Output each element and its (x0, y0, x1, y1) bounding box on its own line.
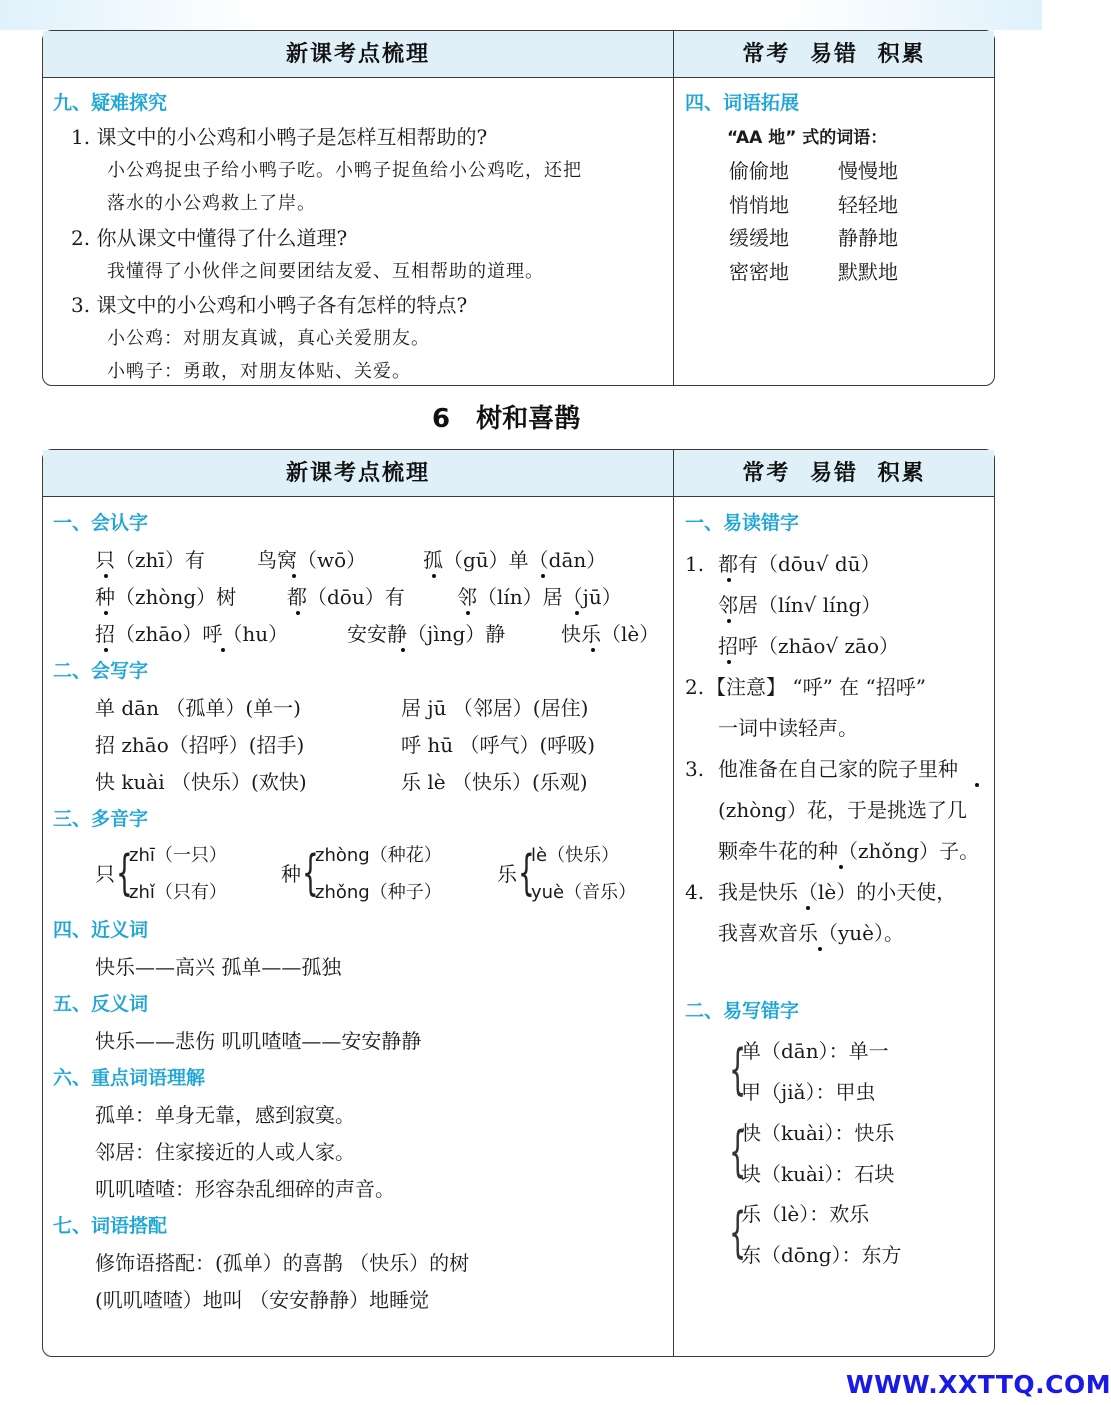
emphasis-dot (104, 611, 108, 615)
recognize-item: 都（dōu）有 (287, 585, 405, 609)
review-box-1 (42, 30, 995, 386)
box2-header (43, 450, 994, 497)
recognize-item: 快乐（lè） (561, 622, 660, 646)
emphasis-dot (839, 865, 843, 869)
sec9-a3-line1: 小公鸡：对朋友真诚，真心关爱朋友。 (107, 328, 430, 349)
write-item: 乐 lè （快乐）(乐观) (401, 770, 588, 794)
write-item: 招 zhāo（招呼）(招手) (95, 733, 305, 757)
synonym-line: 快乐——高兴 孤单——孤独 (95, 955, 342, 979)
s6-title: 六、重点词语理解 (53, 1067, 206, 1089)
brace-icon: { (518, 845, 535, 901)
sentence-line: 我是快乐（lè）的小天使， (718, 880, 957, 904)
s7-title: 七、词语搭配 (53, 1215, 168, 1237)
write-item: 呼 hū （呼气）(呼吸) (401, 733, 596, 757)
miswrite-item: 东（dōng）：东方 (741, 1243, 902, 1267)
brace-icon: { (116, 845, 133, 901)
collocation-line: (叽叽喳喳）地叫 （安安静静）地睡觉 (95, 1288, 430, 1312)
recognize-item: 孤（gū）单（dān） (423, 548, 607, 572)
miswrite-item: 快（kuài）：快乐 (741, 1121, 895, 1145)
recognize-item: 种（zhòng）树 (95, 585, 237, 609)
word-item: 默默地 (838, 260, 898, 284)
item-number: 3. (685, 757, 705, 781)
box1-header-right: 常考 易错 积累 (742, 42, 926, 67)
lesson-title (432, 398, 692, 435)
word-item: 密密地 (729, 260, 789, 284)
note-line: 一词中读轻声。 (718, 716, 858, 740)
recognize-item: 鸟窝（wō） (257, 548, 367, 572)
sentence-line: (zhòng）花，于是挑选了几 (718, 798, 967, 822)
word-meaning: 叽叽喳喳：形容杂乱细碎的声音。 (95, 1177, 395, 1201)
review-box-2 (42, 449, 995, 1357)
misread-item: 招呼（zhāo√ zāo） (718, 634, 899, 658)
item-number: 4. (685, 880, 705, 904)
box2-header-left: 新课考点梳理 (285, 461, 430, 486)
write-item: 快 kuài （快乐）(欢快) (95, 770, 307, 794)
write-item: 单 dān （孤单）(单一) (95, 696, 301, 720)
poly-reading: zhòng（种花） (315, 845, 442, 866)
collocation-line: 修饰语搭配：(孤单）的喜鹊 （快乐）的树 (95, 1251, 470, 1275)
s5-title: 五、反义词 (53, 993, 149, 1015)
word-item: 悄悄地 (729, 193, 789, 217)
emphasis-dot (575, 611, 579, 615)
emphasis-dot (432, 574, 436, 578)
brace-icon: { (729, 1201, 747, 1264)
sec9-q1: 1. 课文中的小公鸡和小鸭子是怎样互相帮助的? (71, 125, 488, 149)
emphasis-dot (806, 906, 810, 910)
word-item: 轻轻地 (838, 193, 898, 217)
misread-item: 邻居（lín√ líng） (718, 593, 882, 617)
sec9-a1-line1: 小公鸡捉虫子给小鸭子吃。小鸭子捉鱼给小公鸡吃，还把 (107, 160, 582, 181)
poly-reading: zhǒng（种子） (315, 882, 442, 903)
misread-item: 都有（dōu√ dū） (718, 552, 881, 576)
poly-reading: zhǐ（只有） (129, 882, 227, 903)
poly-reading: yuè（音乐） (531, 882, 637, 903)
emphasis-dot (292, 574, 296, 578)
recognize-item: 安安静（jìng）静 (347, 622, 506, 646)
emphasis-dot (466, 611, 470, 615)
poly-reading: zhī（一只） (129, 845, 227, 866)
brace-icon: { (302, 845, 319, 901)
sec9-a3-line2: 小鸭子：勇敢，对朋友体贴、关爱。 (107, 361, 411, 382)
s3-title: 三、多音字 (53, 808, 149, 830)
words-section-title: 四、词语拓展 (685, 92, 800, 114)
lesson-number: 6 (432, 404, 451, 434)
miswrite-item: 甲（jiǎ）：甲虫 (741, 1080, 876, 1104)
poly-char: 乐 (497, 862, 517, 886)
miswrite-item: 乐（lè）：欢乐 (741, 1202, 870, 1226)
emphasis-dot (401, 648, 405, 652)
sentence-line: 我喜欢音乐（yuè）。 (718, 921, 905, 945)
poly-reading: lè（快乐） (531, 845, 620, 866)
sec9-a2: 我懂得了小伙伴之间要团结友爱、互相帮助的道理。 (107, 261, 544, 282)
word-meaning: 邻居：住家接近的人或人家。 (95, 1140, 355, 1164)
miswrite-item: 单（dān）：单一 (741, 1039, 889, 1063)
word-item: 偷偷地 (729, 159, 789, 183)
brace-icon: { (729, 1120, 747, 1183)
item-number: 1. (685, 552, 705, 576)
poly-char: 只 (95, 862, 115, 886)
top-band (0, 0, 1042, 30)
sec9-title: 九、疑难探究 (53, 92, 168, 114)
poly-char: 种 (281, 862, 301, 886)
write-item: 居 jū （邻居）(居住) (401, 696, 589, 720)
note-line: 【注意】 “呼” 在 “招呼” (706, 675, 926, 699)
sec9-q2: 2. 你从课文中懂得了什么道理? (71, 226, 348, 250)
sec9-q3: 3. 课文中的小公鸡和小鸭子各有怎样的特点? (71, 293, 468, 317)
brace-icon: { (729, 1038, 747, 1101)
box1-header (43, 31, 994, 78)
box2-header-right: 常考 易错 积累 (742, 461, 926, 486)
word-item: 慢慢地 (838, 159, 898, 183)
emphasis-dot (818, 947, 822, 951)
emphasis-dot (296, 611, 300, 615)
easy-misread-title: 一、易读错字 (685, 512, 800, 534)
emphasis-dot (727, 619, 731, 623)
emphasis-dot (221, 648, 225, 652)
sentence-line: 颗牵牛花的种（zhǒng）子。 (718, 839, 980, 863)
recognize-item: 邻（lín）居（jū） (457, 585, 622, 609)
recognize-item: 招（zhāo）呼（hu） (95, 622, 289, 646)
item-number: 2. (685, 675, 705, 699)
s2-title: 二、会写字 (53, 660, 149, 682)
box1-header-left: 新课考点梳理 (285, 42, 430, 67)
recognize-item: 只（zhī）有 (95, 548, 205, 572)
box1-divider (673, 31, 674, 385)
sec9-a1-line2: 落水的小公鸡救上了岸。 (107, 193, 316, 214)
emphasis-dot (104, 648, 108, 652)
sentence-line: 他准备在自己家的院子里种 (718, 757, 958, 781)
box2-divider (673, 450, 674, 1356)
word-meaning: 孤单：单身无靠，感到寂寞。 (95, 1103, 355, 1127)
emphasis-dot (727, 660, 731, 664)
antonym-line: 快乐——悲伤 叽叽喳喳——安安静静 (95, 1029, 422, 1053)
watermark: WWW.XXTTQ.COM (846, 1370, 1111, 1399)
emphasis-dot (591, 648, 595, 652)
miswrite-item: 块（kuài）：石块 (741, 1162, 895, 1186)
s1-title: 一、会认字 (53, 512, 149, 534)
emphasis-dot (975, 783, 979, 787)
emphasis-dot (727, 578, 731, 582)
emphasis-dot (541, 574, 545, 578)
word-item: 静静地 (838, 226, 898, 250)
word-item: 缓缓地 (729, 226, 789, 250)
lesson-name: 树和喜鹊 (476, 404, 581, 434)
easy-miswrite-title: 二、易写错字 (685, 1000, 800, 1022)
words-subtitle: “AA 地” 式的词语： (727, 128, 888, 148)
s4-title: 四、近义词 (53, 919, 149, 941)
emphasis-dot (104, 574, 108, 578)
